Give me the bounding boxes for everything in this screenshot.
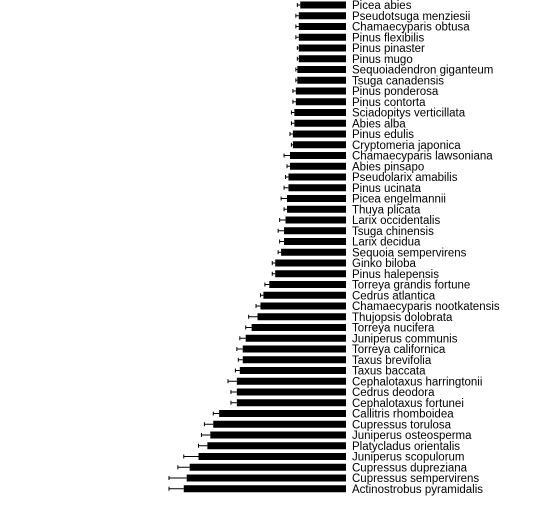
tick-label: Thuya plicata [352,204,421,217]
tick-label: Cedrus deodora [352,387,435,399]
bar [210,432,346,439]
tick-label: Cephalotaxus fortunei [352,397,464,410]
bar [237,389,346,396]
tick-label: Pinus edulis [352,129,415,141]
bar [286,217,346,224]
tick-label: Tsuga chinensis [352,225,434,238]
tick-label: Picea engelmannii [352,193,446,206]
tick-label: Pseudotsuga menziesii [352,10,471,23]
bar [287,206,346,213]
bar [263,292,346,299]
bar [299,23,346,30]
tick-label: Cupressus dupreziana [352,462,468,475]
bar [237,378,346,385]
bar [184,485,346,492]
bar [294,120,346,127]
tick-label: Pinus contorta [352,96,426,109]
tick-label: Sciadopitys verticillata [352,107,466,120]
bar [296,88,346,95]
bar [299,45,346,52]
tick-label: Pinus pinaster [352,43,425,55]
tick-label: Torreya californica [352,344,446,356]
tick-label: Taxus baccata [352,365,426,378]
tick-label: Cryptomeria japonica [352,139,461,152]
bar [296,98,346,105]
tick-label: Actinostrobus pyramidalis [352,483,484,496]
tick-label: Cedrus atlantica [352,290,436,303]
tick-label: Larix decidua [352,236,421,249]
tick-label: Chamaecyparis obtusa [352,21,470,34]
bar [207,442,346,449]
bar [293,131,346,138]
bar [284,227,346,234]
bar [288,174,346,181]
bar [288,184,346,191]
bar [281,249,346,256]
bar [284,238,346,245]
tick-label: Torreya nucifera [352,322,435,335]
tick-label: Pinus flexibilis [352,32,425,45]
tick-label: Picea abies [352,0,412,12]
bar [299,12,346,19]
tick-label: Tsuga canadensis [352,75,445,88]
tick-label: Chamaecyparis nootkatensis [352,301,500,313]
bar [300,2,346,9]
tick-label: Larix occidentalis [352,215,441,227]
tick-label: Pinus halepensis [352,268,439,281]
tick-label: Sequoiadendron giganteum [352,64,494,77]
bars-layer [169,2,346,493]
bar [293,141,346,148]
tick-label: Abies pinsapo [352,161,425,174]
tick-label: Taxus brevifolia [352,354,432,367]
bar [294,109,346,116]
tick-label: Thujopsis dolobrata [352,311,453,324]
tick-label: Juniperus osteosperma [352,430,472,442]
bar [237,399,346,406]
tick-label: Torreya grandis fortune [352,279,471,292]
tick-label: Cephalotaxus harringtonii [352,376,483,389]
bar [269,281,346,288]
tick-label: Pinus mugo [352,53,413,66]
tick-label: Chamaecyparis lawsoniana [352,150,493,163]
bar [299,34,346,41]
bar [275,260,346,267]
tick-label: Cupressus sempervirens [352,473,480,485]
bar [260,303,346,310]
bar [290,152,346,159]
bar [297,66,346,73]
bar [219,410,346,417]
bar [213,421,346,428]
tick-label: Platycladus orientalis [352,440,461,453]
tick-labels-layer [352,0,500,496]
tick-label: Sequoia sempervirens [352,247,467,260]
tick-label: Callitris rhomboidea [352,408,454,421]
bar [290,163,346,170]
bar [299,55,346,62]
tick-label: Juniperus communis [352,333,458,346]
bar [243,356,346,363]
bar [275,270,346,277]
bar [287,195,346,202]
bar [258,313,347,320]
bar [187,475,346,482]
tick-label: Juniperus scopulorum [352,451,465,464]
tick-label: Cupressus torulosa [352,419,452,432]
tick-label: Abies alba [352,118,406,131]
tick-label: Pinus ponderosa [352,86,439,98]
bar [190,464,346,471]
bar [246,335,346,342]
bar [243,346,346,353]
tick-label: Pseudolarix amabilis [352,172,458,184]
tick-label: Pinus ucinata [352,182,422,195]
bar [252,324,346,331]
bar [240,367,346,374]
bar [297,77,346,84]
tick-label: Ginko biloba [352,258,416,270]
bar [199,453,347,460]
